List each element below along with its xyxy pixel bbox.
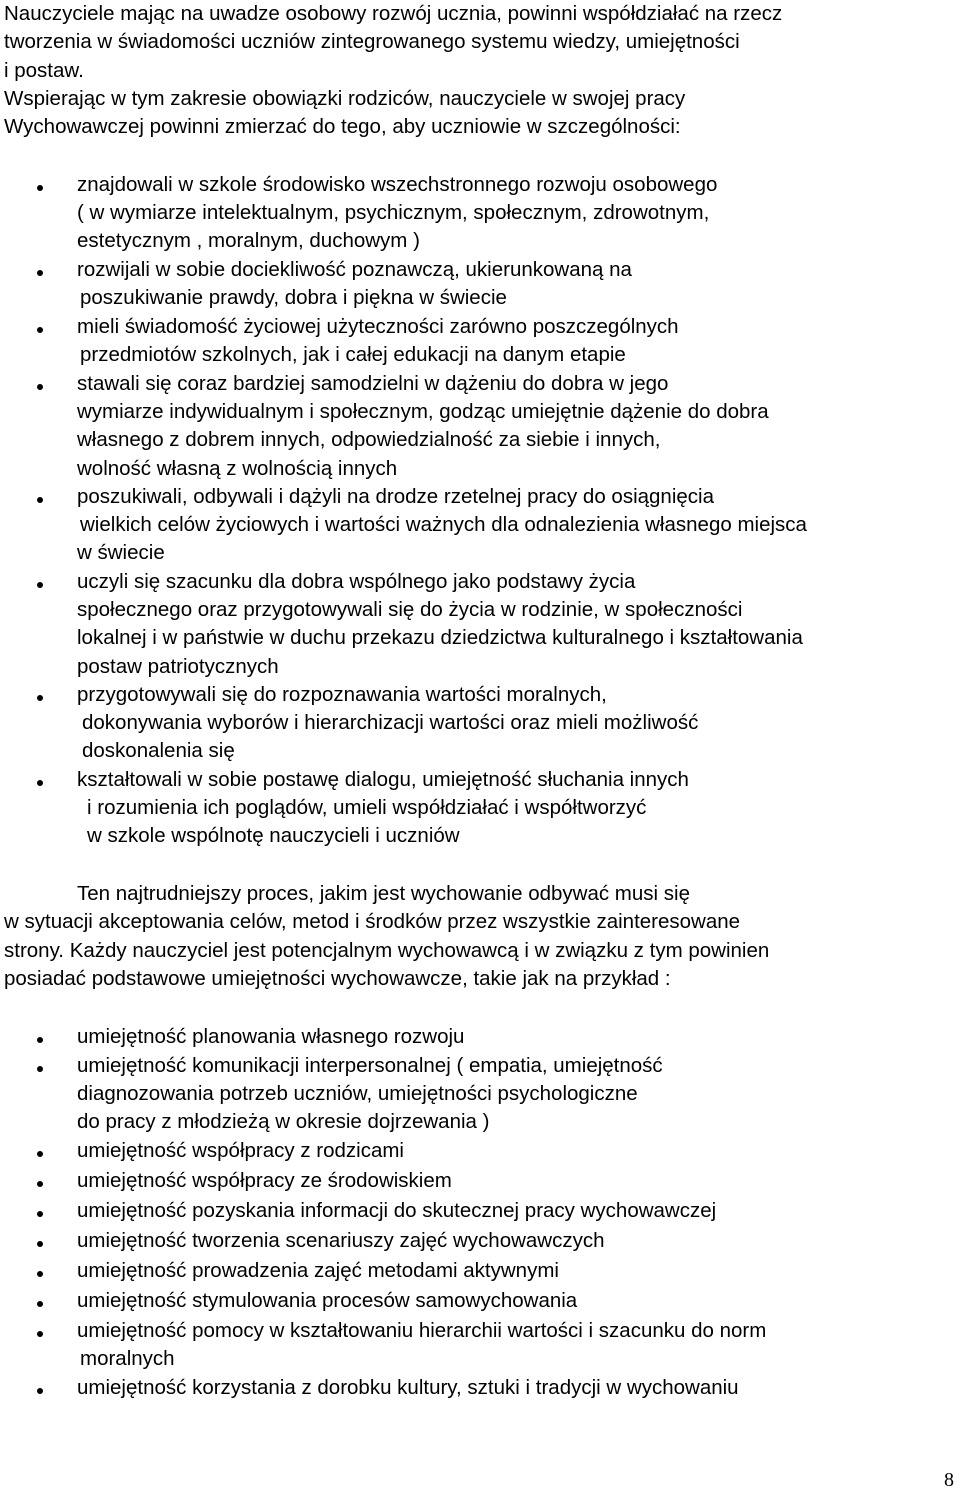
intro-line: tworzenia w świadomości uczniów zintegrowanego systemu wiedzy, umiejętności: [4, 30, 740, 53]
page-number: 8: [944, 1469, 954, 1491]
bullet-icon: [37, 1331, 43, 1337]
bullet-icon: [37, 384, 43, 390]
list-item-line: ( w wymiarze intelektualnym, psychicznym, społecznym, zdrowotnym,: [77, 201, 710, 224]
bullet-icon: [37, 780, 43, 786]
bullet-icon: [37, 1181, 43, 1187]
bullet-icon: [37, 1388, 43, 1394]
list-item-line: umiejętność korzystania z dorobku kultury, sztuki i tradycji w wychowaniu: [77, 1376, 739, 1399]
list-item-line: i rozumienia ich poglądów, umieli współdziałać i współtworzyć: [87, 796, 647, 819]
list-item-line: wymiarze indywidualnym i społecznym, godząc umiejętnie dążenie do dobra: [77, 400, 769, 423]
list-item-line: umiejętność stymulowania procesów samowychowania: [77, 1289, 578, 1312]
list-item-line: poszukiwanie prawdy, dobra i piękna w świecie: [80, 286, 507, 309]
list-item-line: umiejętność pozyskania informacji do skutecznej pracy wychowawczej: [77, 1199, 717, 1222]
list-item-line: umiejętność planowania własnego rozwoju: [77, 1025, 465, 1048]
paragraph-line: posiadać podstawowe umiejętności wychowawcze, takie jak na przykład :: [4, 967, 671, 990]
bullet-icon: [37, 582, 43, 588]
paragraph-line: Ten najtrudniejszy proces, jakim jest wychowanie odbywać musi się: [77, 882, 690, 905]
intro-line: Wychowawczej powinni zmierzać do tego, aby uczniowie w szczególności:: [4, 115, 681, 138]
bullet-icon: [37, 185, 43, 191]
intro-line: Nauczyciele mając na uwadze osobowy rozwój ucznia, powinni współdziałać na rzecz: [4, 2, 783, 25]
list-item-line: umiejętność współpracy z rodzicami: [77, 1139, 404, 1162]
intro-line: i postaw.: [4, 59, 84, 82]
list-item-line: stawali się coraz bardziej samodzielni w dążeniu do dobra w jego: [77, 372, 669, 395]
list-item-line: lokalnej i w państwie w duchu przekazu dziedzictwa kulturalnego i kształtowania: [77, 626, 803, 649]
list-item-line: postaw patriotycznych: [77, 655, 279, 678]
bullet-icon: [37, 1151, 43, 1157]
list-item-line: społecznego oraz przygotowywali się do życia w rodzinie, w społeczności: [77, 598, 743, 621]
list-item-line: przedmiotów szkolnych, jak i całej edukacji na danym etapie: [80, 343, 626, 366]
paragraph-line: strony. Każdy nauczyciel jest potencjalnym wychowawcą i w związku z tym powinien: [4, 939, 770, 962]
bullet-icon: [37, 270, 43, 276]
list-item-line: do pracy z młodzieżą w okresie dojrzewania ): [77, 1110, 490, 1133]
bullet-icon: [37, 1271, 43, 1277]
bullet-icon: [37, 1301, 43, 1307]
list-item-line: kształtowali w sobie postawę dialogu, umiejętność słuchania innych: [77, 768, 689, 791]
list-item-line: w świecie: [77, 541, 165, 564]
bullet-icon: [37, 1066, 43, 1072]
bullet-icon: [37, 1037, 43, 1043]
list-item-line: umiejętność pomocy w kształtowaniu hierarchii wartości i szacunku do norm: [77, 1319, 767, 1342]
list-item-line: znajdowali w szkole środowisko wszechstronnego rozwoju osobowego: [77, 173, 718, 196]
list-item-line: dokonywania wyborów i hierarchizacji wartości oraz mieli możliwość: [82, 711, 699, 734]
list-item-line: diagnozowania potrzeb uczniów, umiejętności psychologiczne: [77, 1082, 638, 1105]
list-item-line: estetycznym , moralnym, duchowym ): [77, 229, 420, 252]
list-item-line: uczyli się szacunku dla dobra wspólnego jako podstawy życia: [77, 570, 636, 593]
list-item-line: mieli świadomość życiowej użyteczności zarówno poszczególnych: [77, 315, 679, 338]
paragraph-line: w sytuacji akceptowania celów, metod i środków przez wszystkie zainteresowane: [4, 910, 741, 933]
list-item-line: moralnych: [80, 1347, 175, 1370]
bullet-icon: [37, 1241, 43, 1247]
list-item-line: umiejętność tworzenia scenariuszy zajęć wychowawczych: [77, 1229, 605, 1252]
list-item-line: przygotowywali się do rozpoznawania wartości moralnych,: [77, 683, 607, 706]
bullet-icon: [37, 327, 43, 333]
list-item-line: wielkich celów życiowych i wartości ważnych dla odnalezienia własnego miejsca: [80, 513, 807, 536]
list-item-line: umiejętność prowadzenia zajęć metodami aktywnymi: [77, 1259, 559, 1282]
list-item-line: wolność własną z wolnością innych: [77, 457, 398, 480]
list-item-line: poszukiwali, odbywali i dążyli na drodze rzetelnej pracy do osiągnięcia: [77, 485, 714, 508]
list-item-line: w szkole wspólnotę nauczycieli i uczniów: [87, 824, 460, 847]
list-item-line: własnego z dobrem innych, odpowiedzialność za siebie i innych,: [77, 428, 661, 451]
bullet-icon: [37, 497, 43, 503]
list-item-line: umiejętność współpracy ze środowiskiem: [77, 1169, 452, 1192]
intro-line: Wspierając w tym zakresie obowiązki rodziców, nauczyciele w swojej pracy: [4, 87, 686, 110]
bullet-icon: [37, 1211, 43, 1217]
list-item-line: rozwijali w sobie dociekliwość poznawczą, ukierunkowaną na: [77, 258, 632, 281]
list-item-line: doskonalenia się: [82, 739, 235, 762]
list-item-line: umiejętność komunikacji interpersonalnej ( empatia, umiejętność: [77, 1054, 663, 1077]
bullet-icon: [37, 695, 43, 701]
